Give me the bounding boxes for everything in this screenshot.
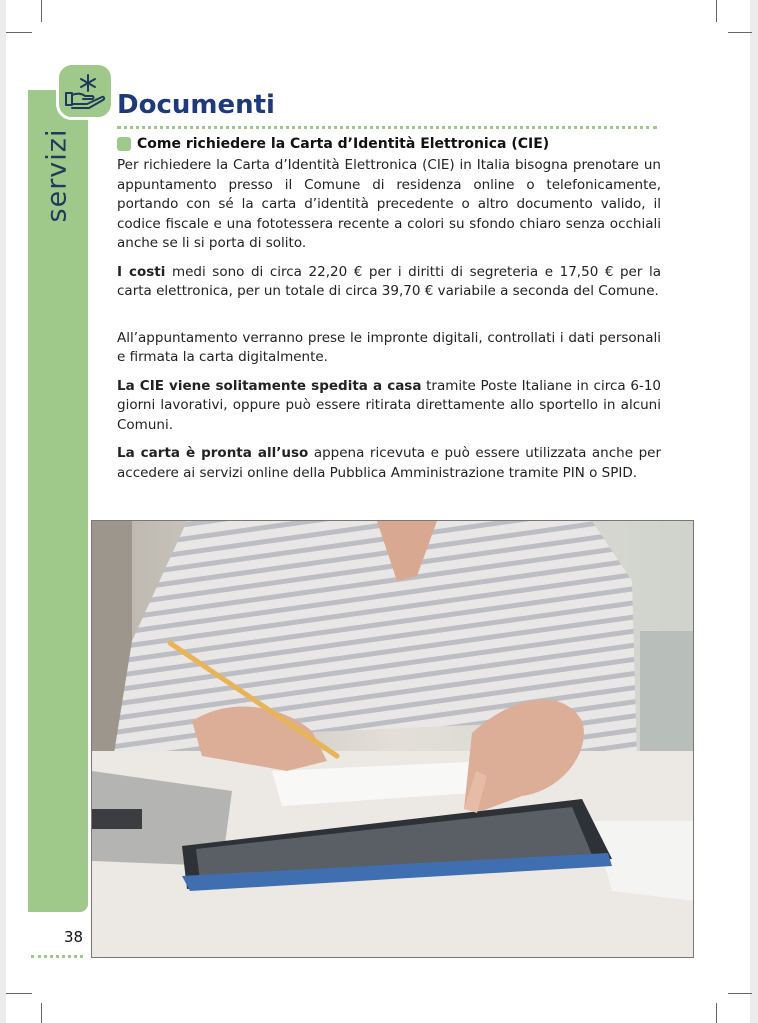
crop-mark [728, 993, 752, 994]
paragraph [117, 329, 661, 368]
tablet-photo-illustration [92, 521, 694, 958]
crop-mark [41, 0, 42, 22]
body-text [117, 156, 661, 483]
page-number: 38 [64, 928, 84, 946]
footer-divider [31, 955, 83, 958]
paragraph [117, 377, 661, 436]
paragraph [117, 156, 661, 254]
crop-mark [6, 993, 32, 994]
paragraph-bold: La carta è pronta all’uso [117, 445, 309, 461]
paragraph [117, 444, 661, 483]
paragraph [117, 263, 661, 302]
paragraph-bold: I costi [117, 263, 166, 280]
crop-mark [728, 32, 752, 33]
section-heading-text: Come richiedere la Carta d’Identità Elettronica (CIE) [137, 136, 550, 152]
sidebar-label: servizi [41, 128, 73, 222]
section-heading [117, 136, 549, 152]
crop-mark [716, 1003, 717, 1023]
paragraph-text: Per richiedere la Carta d’Identità Elettronica (CIE) in Italia bisogna prenotare un appuntamento presso il Comune di residenza online o telefonicamente, portando con sé la carta d’identità precedente o altro documento valido, il codice fiscale e una fototessera recente a colori su sfondo chiaro senza occhiali anche se li si porta di solito. [117, 157, 661, 251]
crop-mark [716, 0, 717, 22]
paragraph-text: medi sono di circa 22,20 € per i diritti di segreteria e 17,50 € per la carta elettronica, per un totale di circa 39,70 € variabile a seconda del Comune. [117, 263, 661, 299]
hand-star-icon [56, 62, 114, 120]
paragraph-text: appena ricevuta e può essere utilizzata anche per accedere ai servizi online della Pubblica Amministrazione tramite PIN o SPID. [117, 445, 661, 481]
crop-mark [41, 1003, 42, 1023]
paragraph-bold: La CIE viene solitamente spedita a casa [117, 377, 422, 394]
title-divider [117, 126, 657, 129]
tablet-photo [91, 520, 694, 958]
bullet-square-icon [117, 137, 131, 151]
paragraph-text: All’appuntamento verranno prese le impronte digitali, controllati i dati personali e firmata la carta digitalmente. [117, 329, 661, 365]
page-title: Documenti [117, 90, 275, 120]
paragraph-text: tramite Poste Italiane in circa 6-10 giorni lavorativi, oppure può essere ritirata direttamente allo sportello in alcuni Comuni. [117, 377, 662, 433]
crop-mark [6, 32, 32, 33]
